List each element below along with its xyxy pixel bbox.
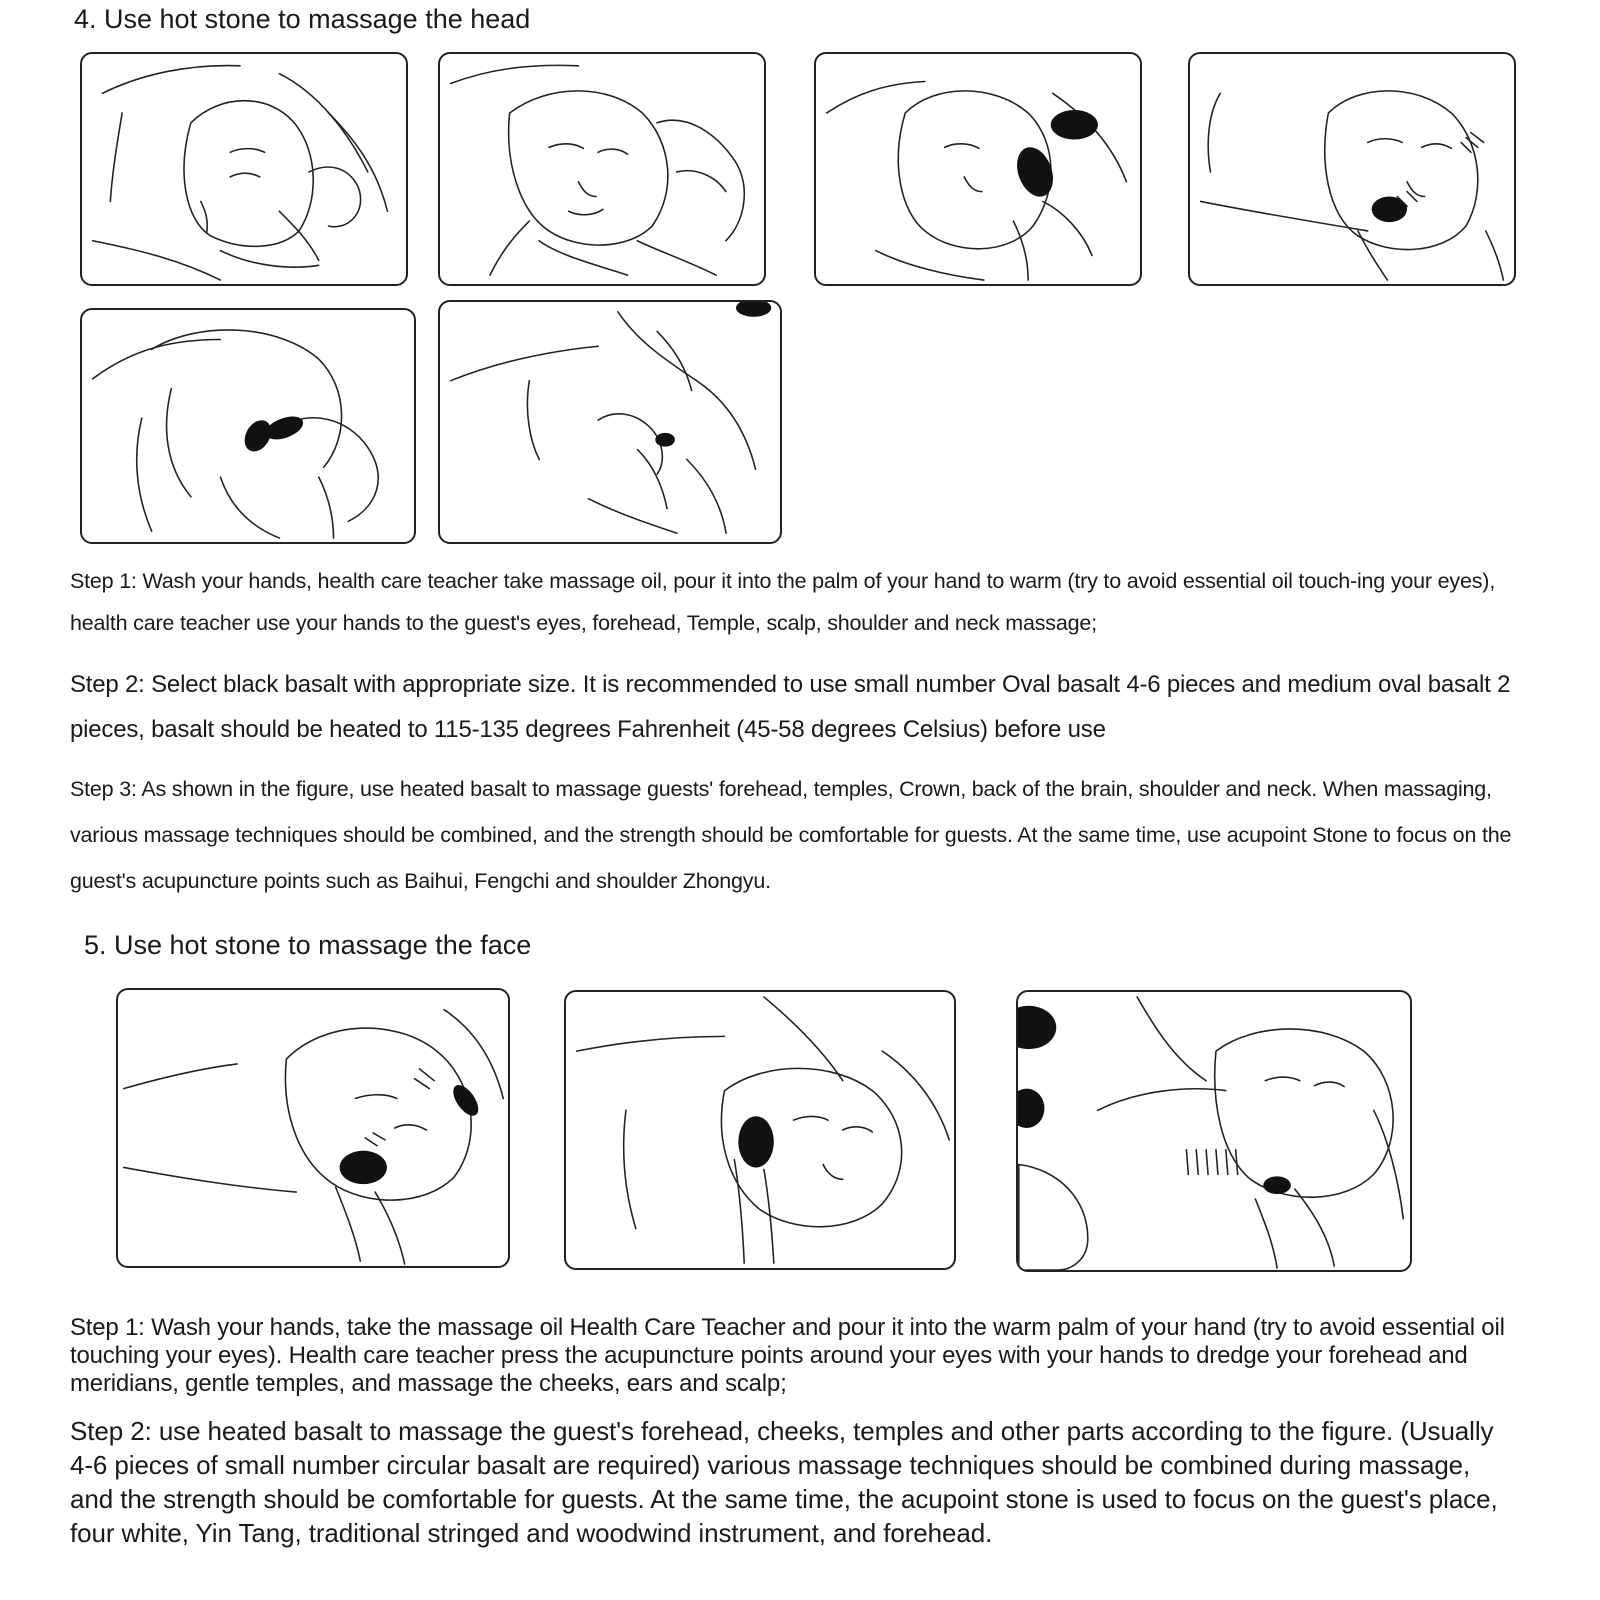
head-step-3: Step 3: As shown in the figure, use heated basalt to massage guests' forehead, temples, Crown, back of the brain, shoulder and neck. When massaging, various massage techniques should be combined, and the strength should be comfortable for guests. At the same time, use acupoint Stone to focus on the guest's acupuncture points such as Baihui, Fengchi and shoulder Zhongyu. bbox=[70, 777, 1512, 893]
head-figure-3 bbox=[814, 52, 1142, 286]
massage-illustration-icon bbox=[566, 992, 954, 1268]
face-step-2: Step 2: use heated basalt to massage the guest's forehead, cheeks, temples and other parts according to the figure. (Usually 4-6 pieces of small number circular basalt are required) various massage techniques should be combined during massage, and the strength should be comfortable for guests. At the same time, the acupoint stone is used to focus on the guest's place, four white, Yin Tang, traditional stringed and woodwind instrument, and forehead. bbox=[70, 1416, 1498, 1548]
massage-illustration-icon bbox=[118, 990, 508, 1266]
face-step-1: Step 1: Wash your hands, take the massage oil Health Care Teacher and pour it into the warm palm of your hand (try to avoid essential oil touching your eyes). Health care teacher press the acupuncture points around your eyes with your hands to dredge your forehead and meridians, gentle temples, and massage the cheeks, ears and scalp; bbox=[70, 1314, 1505, 1397]
face-figure-1 bbox=[116, 988, 510, 1268]
massage-illustration-icon bbox=[82, 310, 414, 542]
massage-illustration-icon bbox=[1190, 54, 1514, 284]
face-figure-3 bbox=[1016, 990, 1412, 1272]
head-figure-1 bbox=[80, 52, 408, 286]
head-figure-5 bbox=[80, 308, 416, 544]
head-step-2: Step 2: Select black basalt with appropriate size. It is recommended to use small number Oval basalt 4-6 pieces and medium oval basalt 2 pieces, basalt should be heated to 115-135 degrees Fahrenheit (45-58 degrees Celsius) before use bbox=[70, 671, 1511, 743]
massage-illustration-icon bbox=[440, 302, 780, 542]
head-step-1: Step 1: Wash your hands, health care teacher take massage oil, pour it into the palm of your hand to warm (try to avoid essential oil touch-ing your eyes), health care teacher use your hands to the guest's eyes, forehead, Temple, scalp, shoulder and neck massage; bbox=[70, 569, 1495, 635]
massage-illustration-icon bbox=[816, 54, 1140, 284]
massage-illustration-icon bbox=[82, 54, 406, 284]
face-figure-2 bbox=[564, 990, 956, 1270]
section-title-head: 4. Use hot stone to massage the head bbox=[74, 4, 531, 34]
head-figure-2 bbox=[438, 52, 766, 286]
section-title-face: 5. Use hot stone to massage the face bbox=[84, 930, 532, 960]
head-figure-4 bbox=[1188, 52, 1516, 286]
massage-illustration-icon bbox=[440, 54, 764, 284]
head-figure-6 bbox=[438, 300, 782, 544]
massage-illustration-icon bbox=[1018, 992, 1410, 1270]
